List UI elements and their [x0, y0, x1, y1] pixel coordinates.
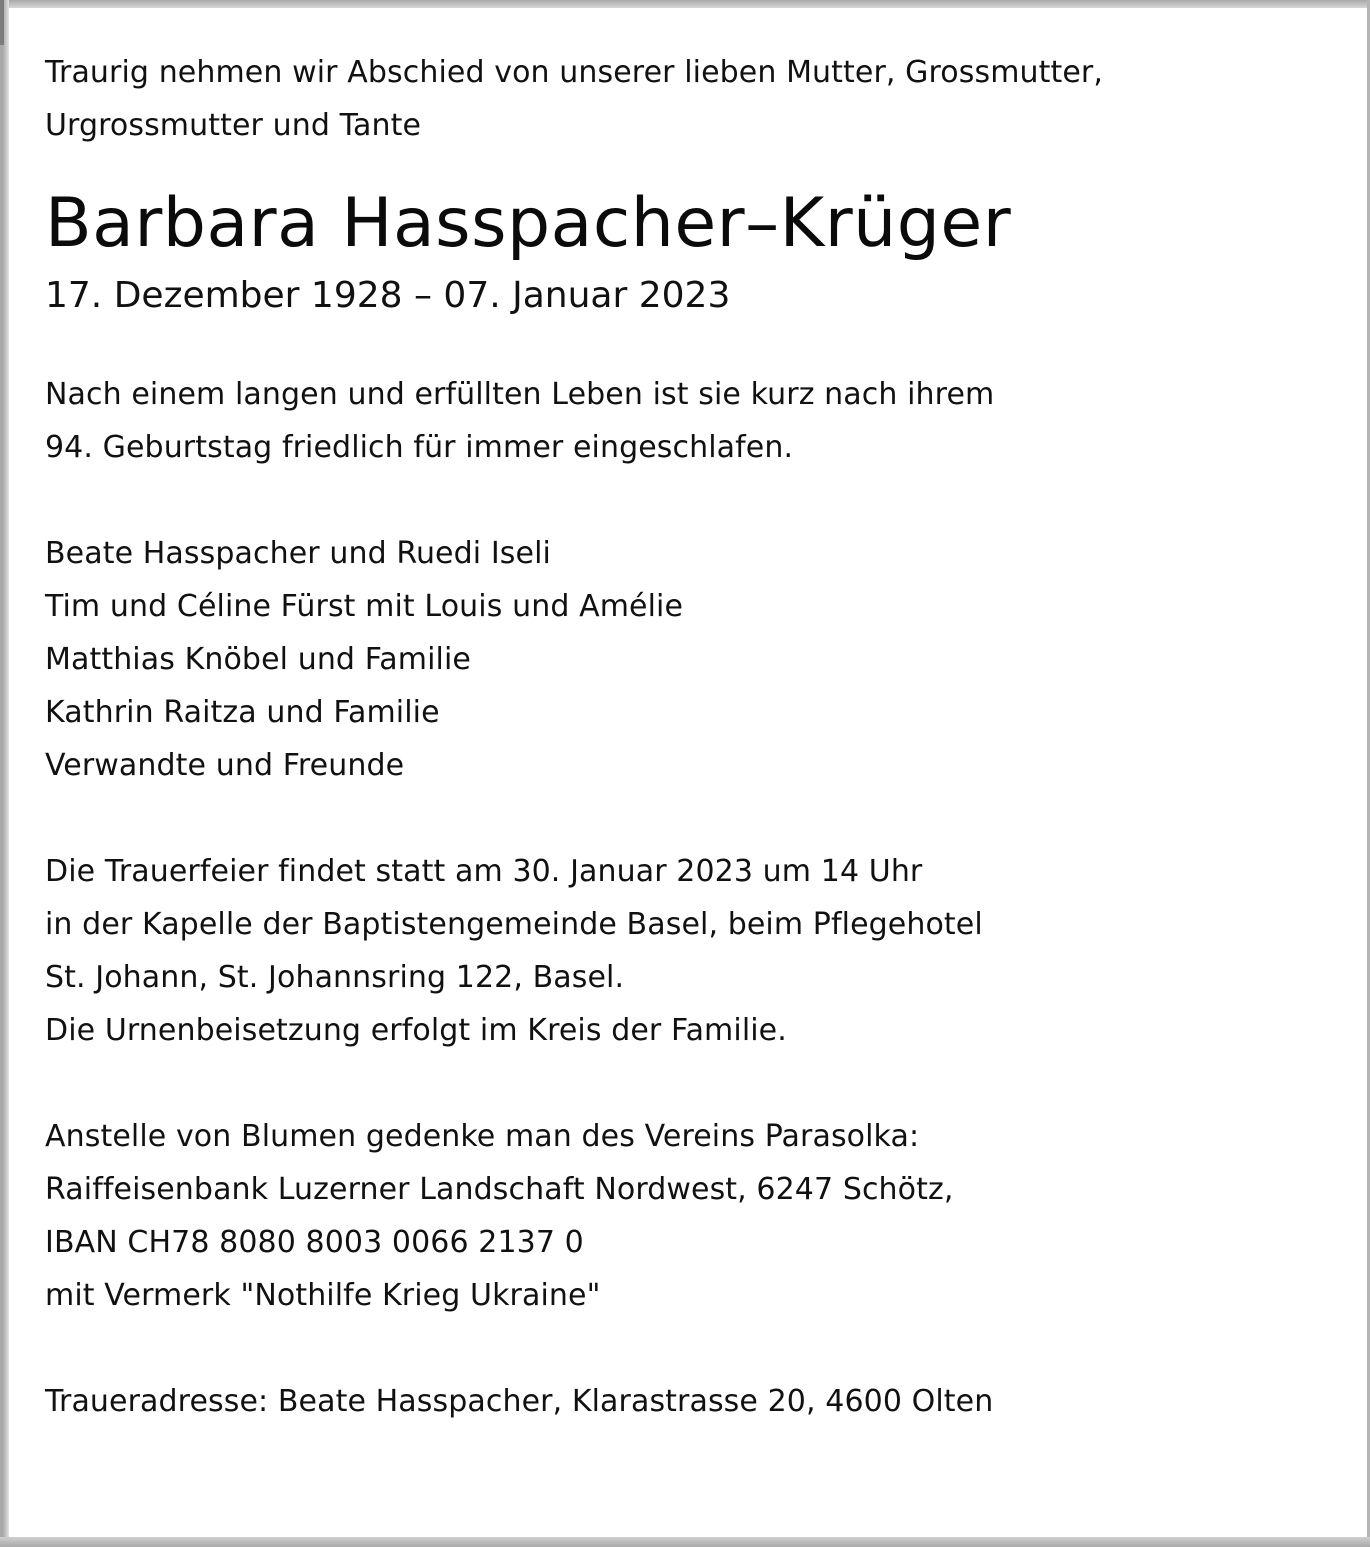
donation-info — [45, 1110, 1335, 1322]
frame-left-corner-shadow — [0, 0, 4, 45]
mourner-entry: Kathrin Raitza und Familie — [45, 695, 440, 730]
mourner-entry: Tim und Céline Fürst mit Louis und Amélie — [45, 589, 684, 624]
frame-bottom-edge — [0, 1537, 1370, 1547]
ceremony-line: Die Trauerfeier findet statt am 30. Januar 2023 um 14 Uhr — [45, 854, 923, 889]
life-text — [45, 368, 1335, 474]
mourners-list — [45, 527, 1335, 792]
donation-iban: IBAN CH78 8080 8003 0066 2137 0 — [45, 1225, 584, 1260]
life-text-line: Nach einem langen und erfüllten Leben ist sie kurz nach ihrem — [45, 377, 995, 412]
notice-content — [45, 46, 1335, 1428]
frame-top-edge — [0, 0, 1370, 8]
intro-line: Traurig nehmen wir Abschied von unserer lieben Mutter, Grossmutter, — [45, 55, 1103, 90]
deceased-name: Barbara Hasspacher–Krüger — [45, 184, 1012, 263]
donation-line: Anstelle von Blumen gedenke man des Vereins Parasolka: — [45, 1119, 920, 1154]
ceremony-line: in der Kapelle der Baptistengemeinde Basel, beim Pflegehotel — [45, 907, 983, 942]
mourner-entry: Beate Hasspacher und Ruedi Iseli — [45, 536, 551, 571]
ceremony-info — [45, 845, 1335, 1057]
mourning-address-line: Traueradresse: Beate Hasspacher, Klarastrasse 20, 4600 Olten — [45, 1384, 994, 1419]
donation-note: mit Vermerk "Nothilfe Krieg Ukraine" — [45, 1278, 601, 1313]
ceremony-line: St. Johann, St. Johannsring 122, Basel. — [45, 960, 625, 995]
intro-text — [45, 46, 1335, 152]
mourner-entry: Matthias Knöbel und Familie — [45, 642, 471, 677]
life-dates: 17. Dezember 1928 – 07. Januar 2023 — [45, 275, 731, 316]
frame-left-edge — [0, 0, 9, 1547]
mourning-address — [45, 1375, 1335, 1428]
mourner-entry: Verwandte und Freunde — [45, 748, 405, 783]
intro-line: Urgrossmutter und Tante — [45, 108, 422, 143]
donation-line: Raiffeisenbank Luzerner Landschaft Nordwest, 6247 Schötz, — [45, 1172, 954, 1207]
ceremony-line: Die Urnenbeisetzung erfolgt im Kreis der Familie. — [45, 1013, 787, 1048]
life-text-line: 94. Geburtstag friedlich für immer eingeschlafen. — [45, 430, 794, 465]
